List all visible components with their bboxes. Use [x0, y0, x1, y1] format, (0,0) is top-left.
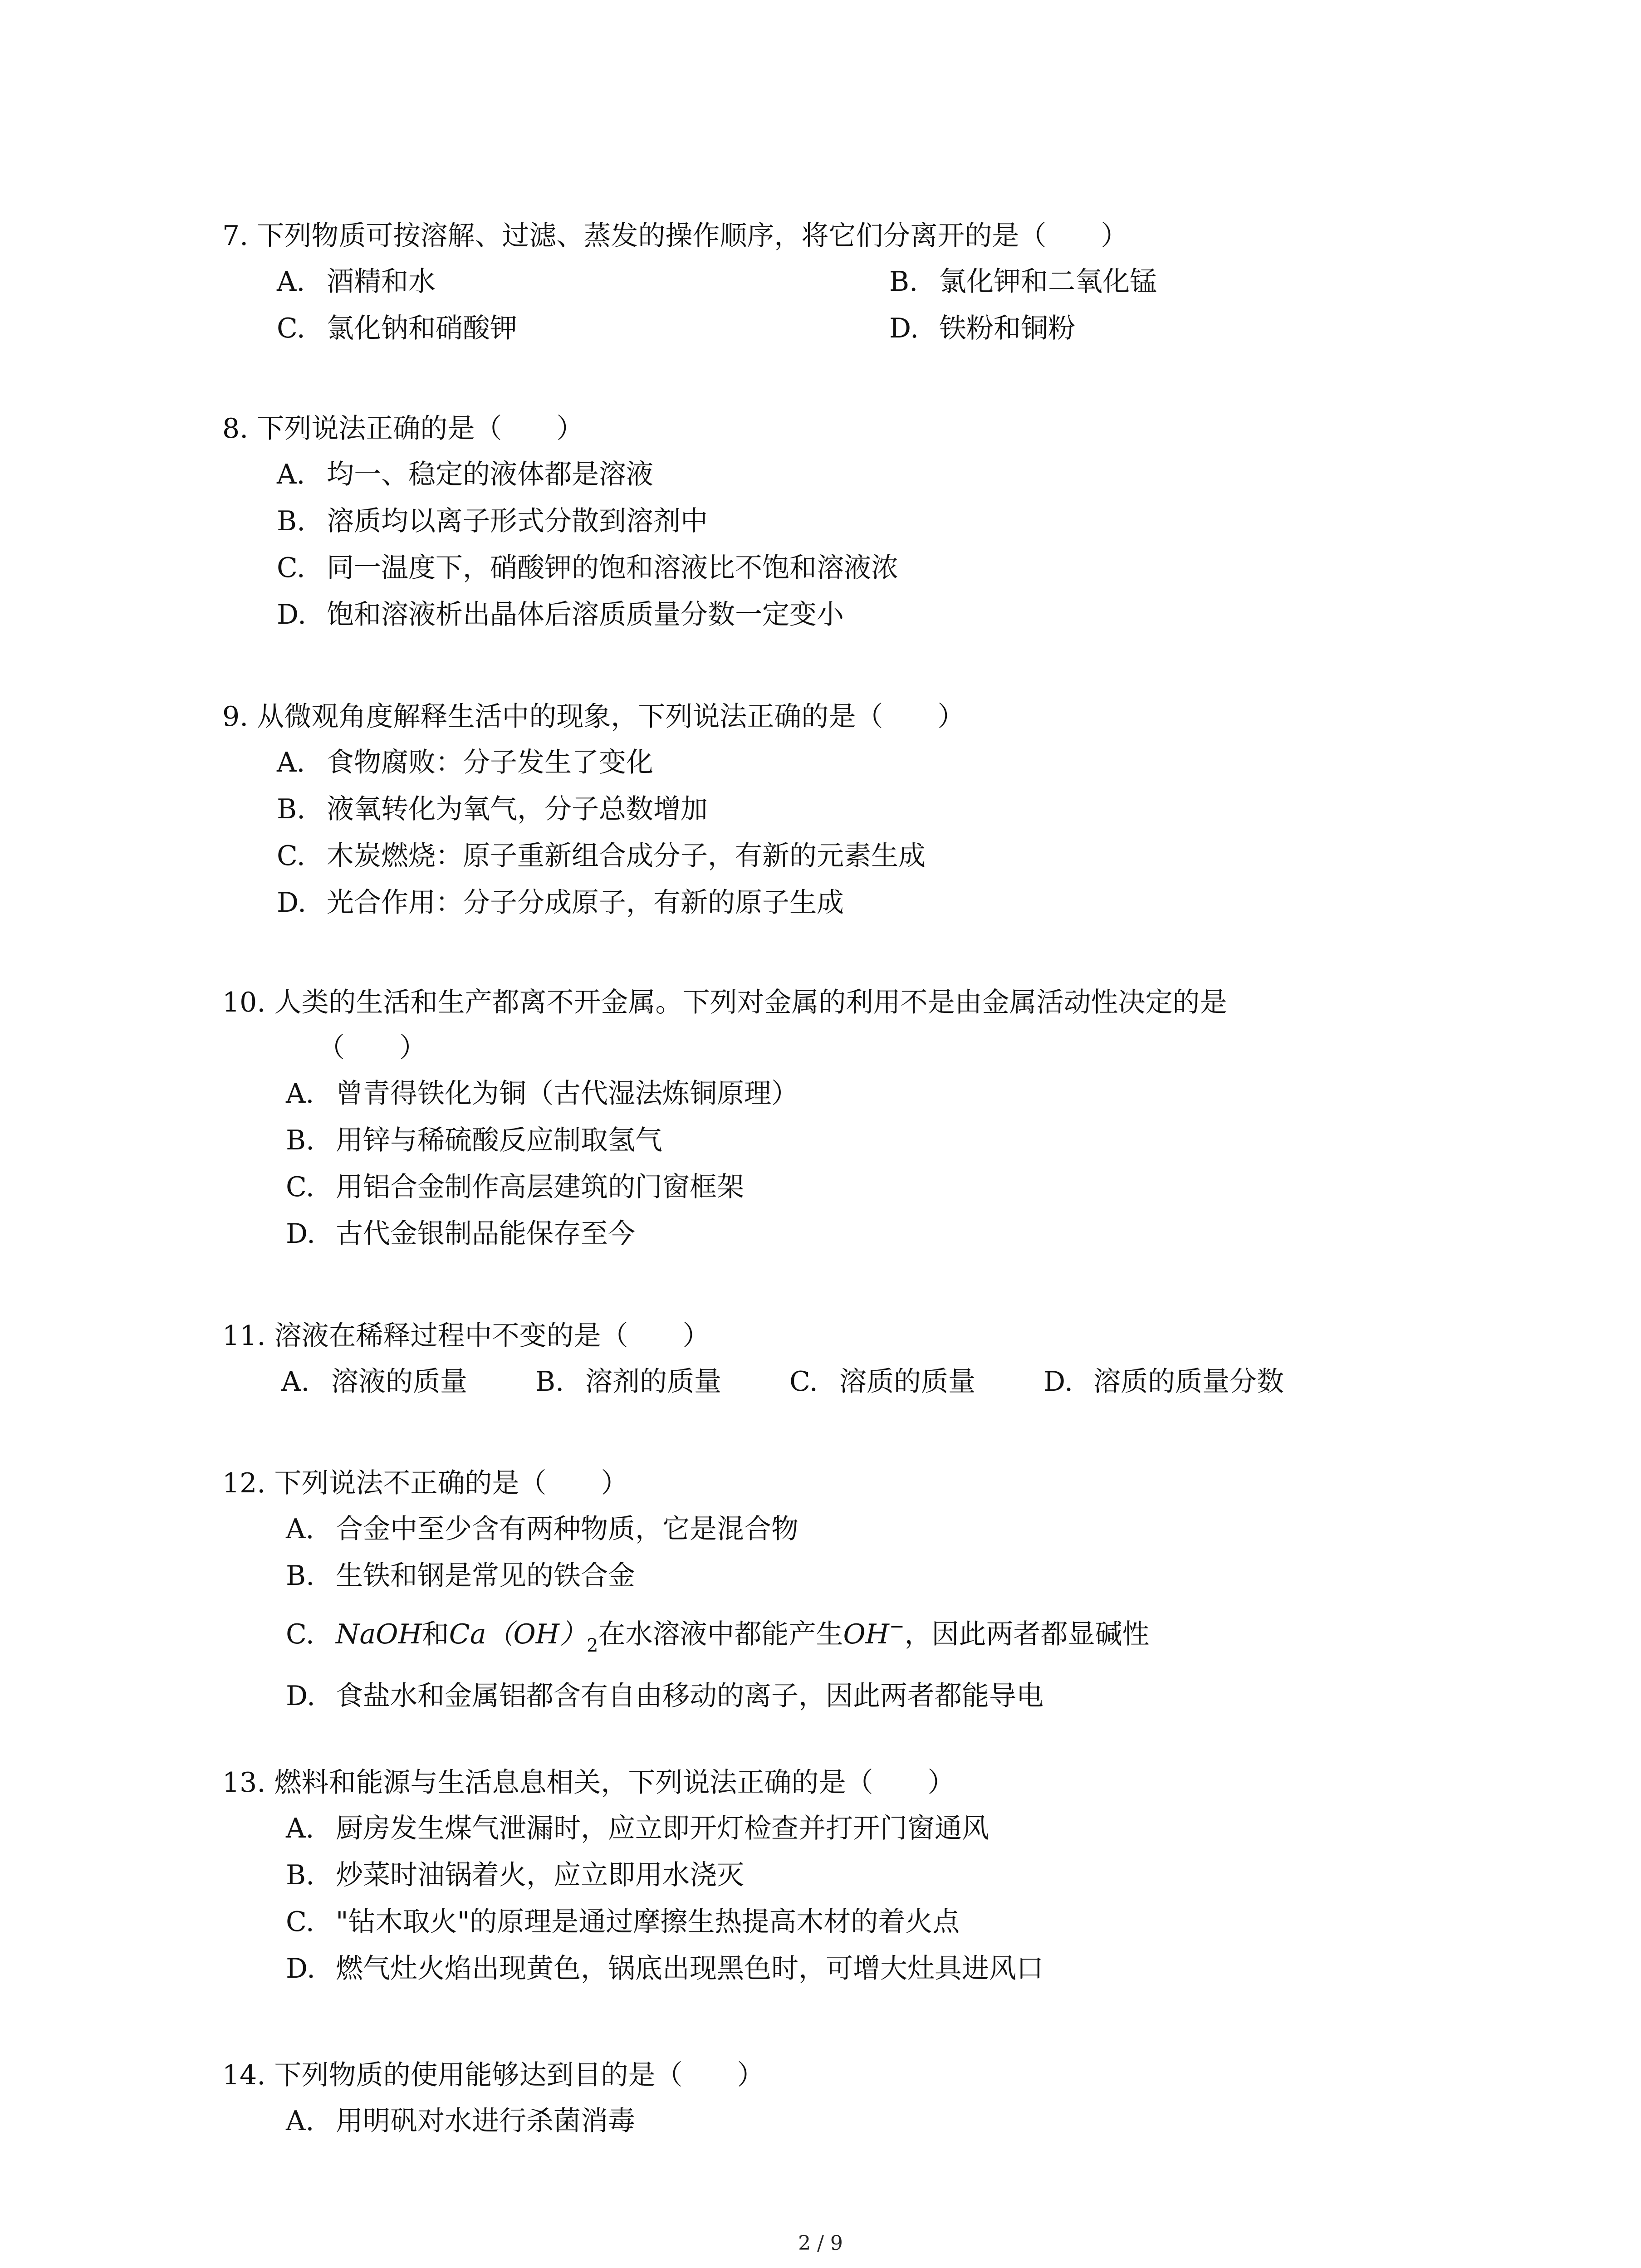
option-letter: D. — [286, 1680, 316, 1712]
option-letter: B. — [277, 793, 306, 825]
option-d — [222, 1945, 1447, 1992]
option-letter: B. — [277, 505, 306, 537]
option-text: 厨房发生煤气泄漏时，应立即开灯检查并打开门窗通风 — [336, 1813, 989, 1844]
option-a — [222, 451, 1447, 498]
option-letter: B. — [889, 266, 918, 298]
option-text: 溶质均以离子形式分散到溶剂中 — [327, 505, 708, 537]
formula-oh: OH — [843, 1618, 889, 1650]
option-d — [835, 305, 1447, 352]
option-b — [222, 1553, 1447, 1599]
formula-caoh: Ca（OH） — [449, 1618, 587, 1650]
option-letter: C. — [277, 313, 305, 344]
option-text: 用锌与稀硫酸反应制取氢气 — [336, 1124, 662, 1156]
option-letter: C. — [277, 840, 305, 872]
option-letter: C. — [286, 1171, 314, 1203]
option-text: 古代金银制品能保存至今 — [336, 1218, 635, 1250]
option-letter: B. — [535, 1366, 564, 1398]
option-text: ，因此两者都显碱性 — [904, 1618, 1150, 1650]
option-d — [222, 1673, 1447, 1720]
option-text: 溶液的质量 — [331, 1366, 467, 1398]
option-letter: C. — [286, 1618, 314, 1650]
question-13 — [222, 1760, 1447, 1992]
option-letter: A. — [281, 1366, 310, 1398]
option-letter: B. — [286, 1124, 315, 1156]
option-c — [222, 833, 1447, 880]
option-letter: C. — [286, 1906, 314, 1938]
option-d — [222, 1211, 1447, 1257]
option-a — [222, 259, 835, 305]
formula-superscript: − — [889, 1616, 905, 1637]
option-text: 氯化钾和二氧化锰 — [939, 266, 1157, 298]
option-letter: A. — [286, 1813, 314, 1844]
option-text: 炒菜时油锅着火，应立即用水浇灭 — [336, 1859, 744, 1891]
formula-subscript: 2 — [587, 1635, 598, 1656]
option-text: "钻木取火"的原理是通过摩擦生热提高木材的着火点 — [336, 1906, 960, 1938]
option-text: 溶质的质量 — [839, 1366, 975, 1398]
option-text: 用铝合金制作高层建筑的门窗框架 — [336, 1171, 744, 1203]
option-letter: C. — [789, 1366, 818, 1398]
question-stem: 12. 下列说法不正确的是（ ） — [222, 1467, 628, 1499]
question-stem-continued: （ ） — [318, 1032, 426, 1064]
page-number: 2 / 9 — [798, 2232, 843, 2255]
option-a — [222, 739, 1447, 786]
option-letter: C. — [277, 552, 305, 584]
option-d — [1043, 1359, 1284, 1405]
question-10 — [222, 980, 1447, 1257]
option-text: 食物腐败：分子发生了变化 — [327, 747, 653, 778]
option-letter: A. — [286, 2105, 314, 2137]
question-stem: 10. 人类的生活和生产都离不开金属。下列对金属的利用不是由金属活动性决定的是 — [222, 987, 1227, 1018]
option-letter: B. — [286, 1859, 315, 1891]
question-11 — [222, 1313, 1447, 1405]
question-9 — [222, 694, 1447, 926]
option-text: 曾青得铁化为铜（古代湿法炼铜原理） — [336, 1078, 798, 1110]
options-row — [222, 1359, 1447, 1405]
option-text: 液氧转化为氧气，分子总数增加 — [327, 793, 708, 825]
option-text: 生铁和钢是常见的铁合金 — [336, 1560, 635, 1592]
option-text: 同一温度下，硝酸钾的饱和溶液比不饱和溶液浓 — [327, 552, 898, 584]
option-text: 燃气灶火焰出现黄色，锅底出现黑色时，可增大灶具进风口 — [336, 1953, 1043, 1984]
option-b — [222, 1117, 1447, 1164]
option-letter: A. — [277, 266, 305, 298]
option-text: 木炭燃烧：原子重新组合成分子，有新的元素生成 — [327, 840, 926, 872]
option-letter: A. — [277, 747, 305, 778]
question-12 — [222, 1461, 1447, 1720]
question-stem: 7. 下列物质可按溶解、过滤、蒸发的操作顺序，将它们分离开的是（ ） — [222, 220, 1128, 252]
question-8 — [222, 406, 1447, 638]
option-b — [222, 498, 1447, 545]
option-c — [222, 545, 1447, 591]
option-a — [222, 1070, 1447, 1117]
option-letter: D. — [889, 313, 919, 344]
option-c — [222, 1599, 1447, 1673]
option-letter: D. — [277, 599, 307, 631]
option-text: 氯化钠和硝酸钾 — [327, 313, 517, 344]
option-text: 溶剂的质量 — [585, 1366, 721, 1398]
option-d — [222, 591, 1447, 638]
option-letter: A. — [286, 1513, 314, 1545]
option-text: 溶质的质量分数 — [1093, 1366, 1284, 1398]
option-text: 酒精和水 — [327, 266, 436, 298]
option-c — [789, 1359, 975, 1405]
question-stem: 11. 溶液在稀释过程中不变的是（ ） — [222, 1320, 710, 1352]
question-stem: 14. 下列物质的使用能够达到目的是（ ） — [222, 2059, 764, 2091]
option-letter: A. — [286, 1078, 314, 1110]
question-14 — [222, 2053, 1447, 2145]
option-b — [222, 786, 1447, 833]
formula-naoh: NaOH — [336, 1618, 422, 1650]
option-letter: A. — [277, 459, 305, 490]
option-a — [222, 1506, 1447, 1553]
option-b — [222, 1852, 1447, 1899]
option-letter: D. — [277, 887, 307, 919]
question-stem: 8. 下列说法正确的是（ ） — [222, 413, 584, 445]
question-stem: 13. 燃料和能源与生活息息相关，下列说法正确的是（ ） — [222, 1767, 955, 1799]
option-text: 铁粉和铜粉 — [939, 313, 1075, 344]
option-text: 均一、稳定的液体都是溶液 — [327, 459, 653, 490]
question-stem: 9. 从微观角度解释生活中的现象，下列说法正确的是（ ） — [222, 701, 965, 733]
option-letter: D. — [286, 1953, 316, 1984]
option-text: 和 — [421, 1618, 449, 1650]
option-a — [222, 1805, 1447, 1852]
option-b — [835, 259, 1447, 305]
option-letter: D. — [286, 1218, 316, 1250]
option-text: 饱和溶液析出晶体后溶质质量分数一定变小 — [327, 599, 844, 631]
option-c — [222, 1164, 1447, 1211]
option-text: 用明矾对水进行杀菌消毒 — [336, 2105, 635, 2137]
option-d — [222, 880, 1447, 926]
option-a — [281, 1359, 467, 1405]
option-a — [222, 2098, 1447, 2145]
option-text: 食盐水和金属铝都含有自由移动的离子，因此两者都能导电 — [336, 1680, 1043, 1712]
option-text: 光合作用：分子分成原子，有新的原子生成 — [327, 887, 844, 919]
option-text: 在水溶液中都能产生 — [598, 1618, 843, 1650]
option-letter: D. — [1043, 1366, 1073, 1398]
option-text: 合金中至少含有两种物质，它是混合物 — [336, 1513, 798, 1545]
question-7 — [222, 213, 1447, 352]
option-letter: B. — [286, 1560, 315, 1592]
option-c — [222, 1899, 1447, 1945]
option-c — [222, 305, 835, 352]
option-b — [535, 1359, 721, 1405]
